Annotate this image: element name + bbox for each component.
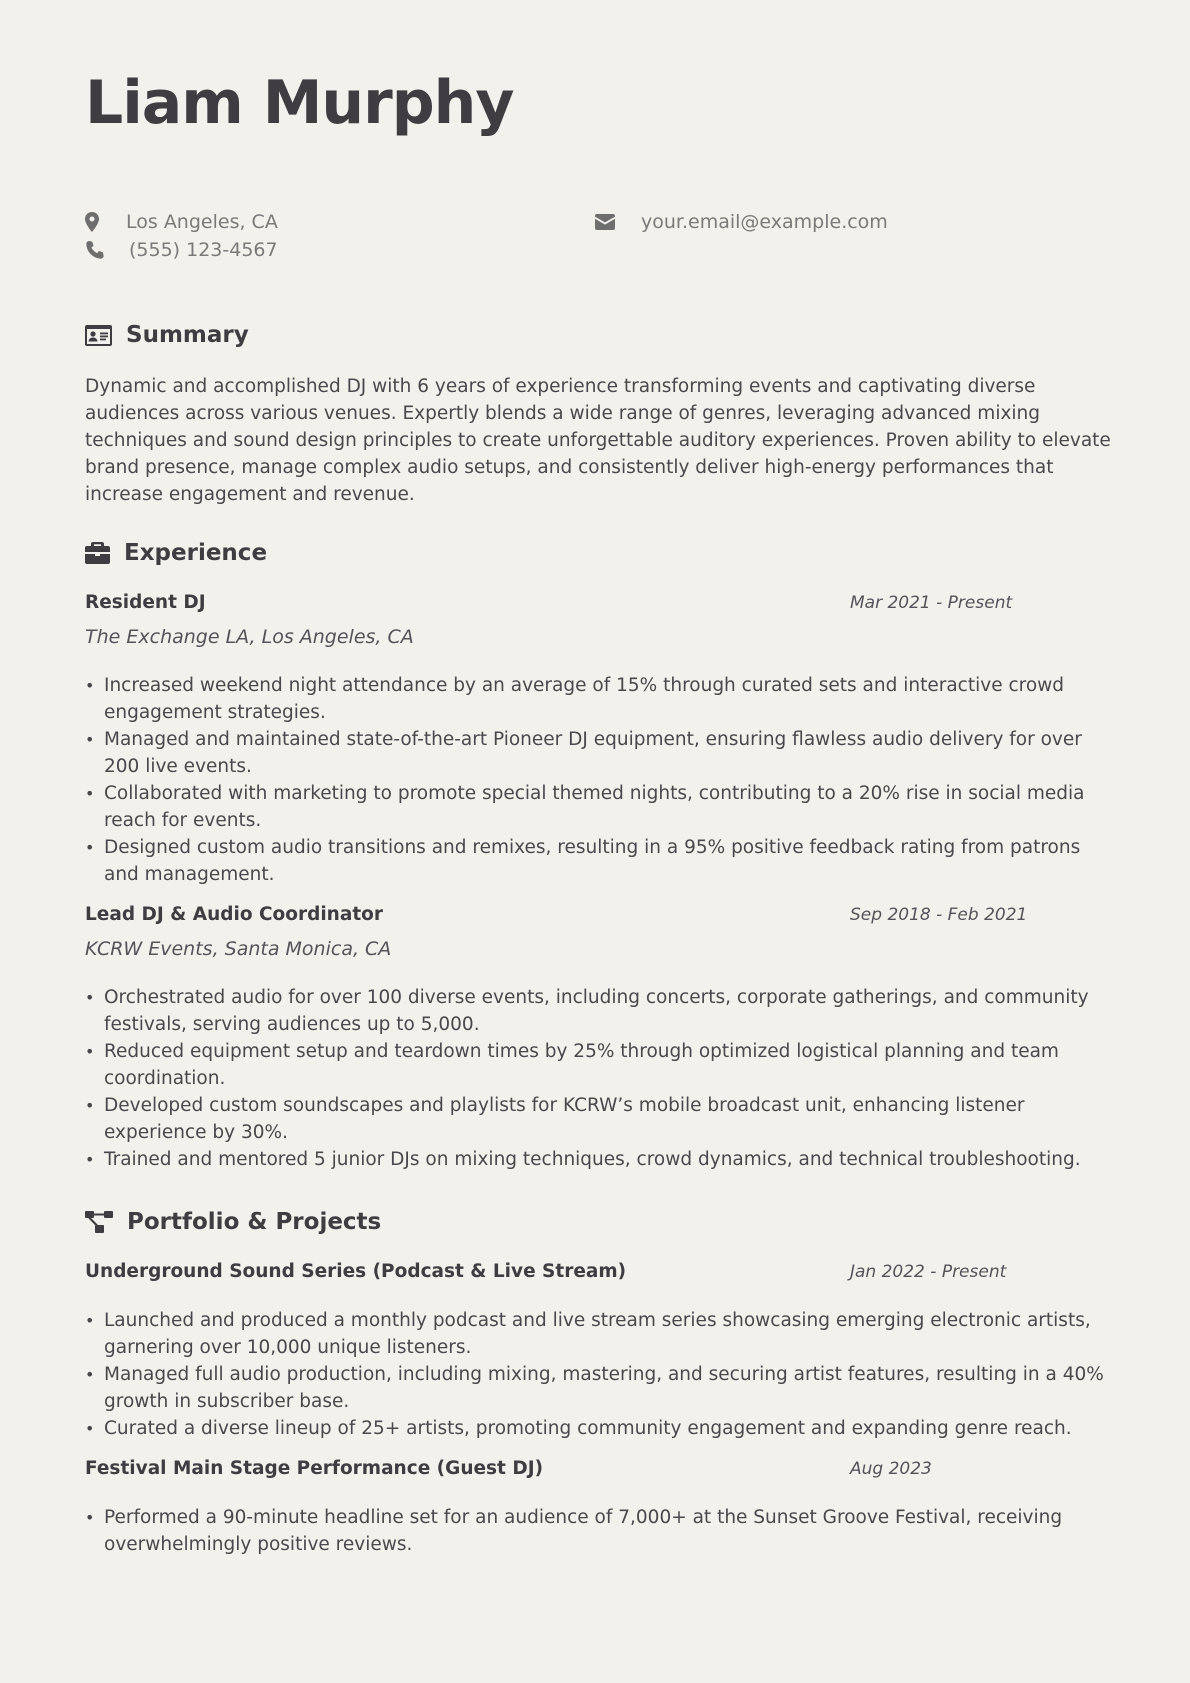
contact-email [595, 211, 888, 233]
briefcase-icon [85, 542, 110, 564]
id-card-icon [85, 325, 112, 346]
list-item: • Developed custom soundscapes and playlists for KCRW’s mobile broadcast unit, enhancing listener experience by 30%. [85, 1092, 1120, 1146]
list-item: • Performed a 90-minute headline set for an audience of 7,000+ at the Sunset Groove Festival, receiving overwhelmingly positive reviews. [85, 1504, 1120, 1558]
list-item: • Designed custom audio transitions and remixes, resulting in a 95% positive feedback rating from patrons and management. [85, 834, 1120, 888]
job-title: Lead DJ & Audio Coordinator [85, 904, 384, 925]
job-company: KCRW Events, Santa Monica, CA [85, 938, 392, 960]
list-item: • Curated a diverse lineup of 25+ artists, promoting community engagement and expanding genre reach. [85, 1415, 1120, 1442]
map-pin-icon [85, 212, 111, 232]
list-item: • Reduced equipment setup and teardown times by 25% through optimized logistical planning and team coordination. [85, 1038, 1120, 1092]
project-date: Aug 2023 [850, 1459, 932, 1479]
envelope-icon [595, 214, 621, 230]
email-text[interactable]: your.email@example.com [641, 211, 888, 233]
phone-text[interactable]: (555) 123-4567 [129, 239, 278, 261]
experience-heading [85, 540, 267, 566]
list-item: • Managed full audio production, including mixing, mastering, and securing artist features, resulting in a 40% growth in subscriber base. [85, 1361, 1120, 1415]
project-bullets [85, 1504, 1120, 1558]
contact-location [85, 211, 278, 233]
list-item: • Launched and produced a monthly podcast and live stream series showcasing emerging electronic artists, garnering over 10,000 unique listeners. [85, 1307, 1120, 1361]
section-title-summary: Summary [126, 322, 249, 348]
project-title: Underground Sound Series (Podcast & Live Stream) [85, 1261, 627, 1282]
summary-paragraph: Dynamic and accomplished DJ with 6 years of experience transforming events and captivating diverse audiences across various venues. Expertly blends a wide range of genres, leveraging advanced mixing techniques and sound design principles to create unforgettable auditory experiences. Proven ability to elevate brand presence, manage complex audio setups, and consistently deliver high-energy performances that increase engagement and revenue. [85, 376, 1111, 505]
section-title-projects: Portfolio & Projects [127, 1209, 382, 1235]
job-date: Mar 2021 - Present [850, 593, 1013, 613]
phone-icon [85, 240, 111, 260]
section-title-experience: Experience [124, 540, 268, 566]
contact-phone [85, 239, 278, 261]
list-item: • Collaborated with marketing to promote special themed nights, contributing to a 20% rise in social media reach for events. [85, 780, 1120, 834]
job-bullets [85, 672, 1120, 888]
job-date: Sep 2018 - Feb 2021 [850, 905, 1028, 925]
location-text: Los Angeles, CA [126, 211, 278, 233]
project-date: Jan 2022 - Present [850, 1262, 1007, 1282]
candidate-name: Liam Murphy [85, 68, 514, 138]
project-diagram-icon [85, 1211, 113, 1233]
list-item: • Managed and maintained state-of-the-art Pioneer DJ equipment, ensuring flawless audio delivery for over 200 live events. [85, 726, 1120, 780]
job-title: Resident DJ [85, 592, 206, 613]
summary-heading [85, 322, 249, 348]
list-item: • Orchestrated audio for over 100 diverse events, including concerts, corporate gatherings, and community festivals, serving audiences up to 5,000. [85, 984, 1120, 1038]
list-item: • Trained and mentored 5 junior DJs on mixing techniques, crowd dynamics, and technical troubleshooting. [85, 1146, 1120, 1173]
project-bullets [85, 1307, 1120, 1442]
project-title: Festival Main Stage Performance (Guest DJ) [85, 1458, 544, 1479]
job-bullets [85, 984, 1120, 1173]
projects-heading [85, 1209, 381, 1235]
job-company: The Exchange LA, Los Angeles, CA [85, 626, 414, 648]
list-item: • Increased weekend night attendance by an average of 15% through curated sets and interactive crowd engagement strategies. [85, 672, 1120, 726]
